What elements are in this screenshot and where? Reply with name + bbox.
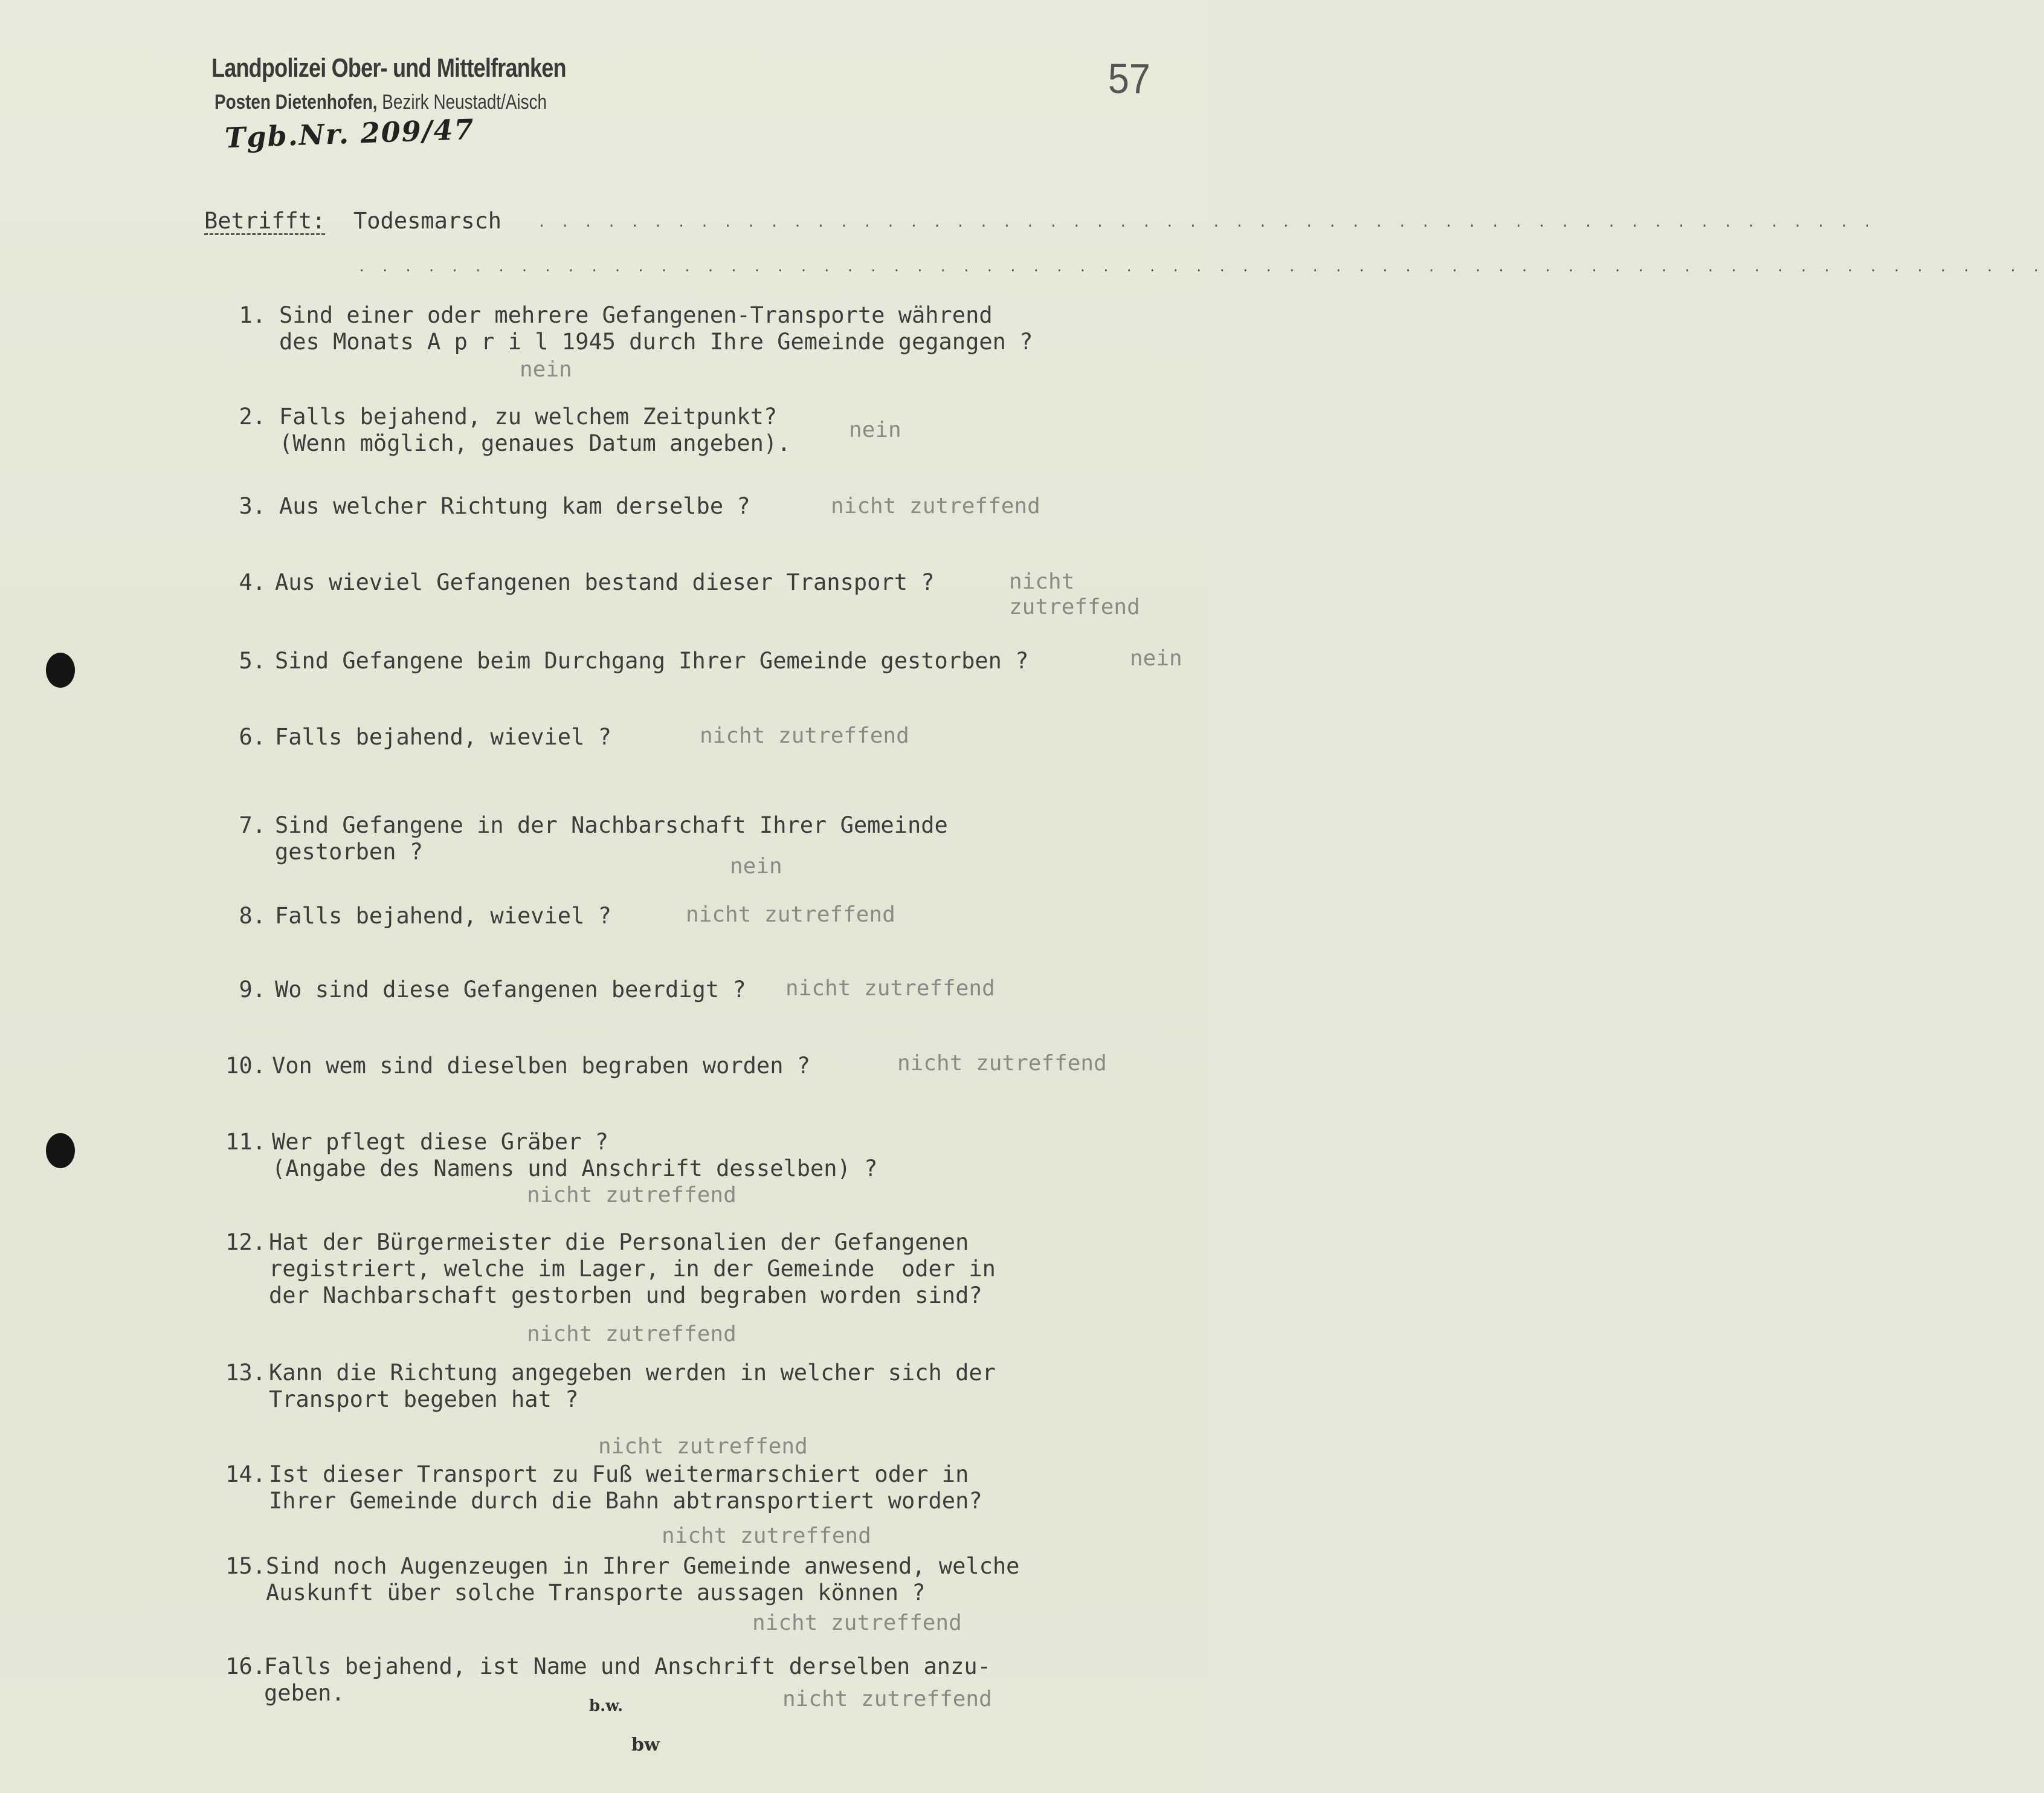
question-number: 5. <box>239 648 266 674</box>
question-line: Hat der Bürgermeister die Personalien der Gefangenen <box>269 1229 969 1255</box>
question-number: 9. <box>239 977 266 1003</box>
question-line: Falls bejahend, wieviel ? <box>275 724 611 750</box>
question-line: (Wenn möglich, genaues Datum angeben). <box>279 430 791 456</box>
answer: nicht zutreffend <box>785 976 995 1001</box>
answer: nicht zutreffend <box>700 723 909 748</box>
question-line: Aus welcher Richtung kam derselbe ? <box>279 493 750 519</box>
question-number: 10. <box>225 1053 266 1079</box>
handwritten-reference: Tgb.Nr. 209/47 <box>224 112 476 155</box>
question-line: (Angabe des Namens und Anschrift desselben) ? <box>272 1155 878 1181</box>
handwritten-initials: b.w. <box>589 1697 624 1715</box>
subject-value: Todesmarsch <box>353 208 502 234</box>
post-name: Posten Dietenhofen, <box>214 91 378 114</box>
punch-hole <box>46 1133 75 1168</box>
question-line: Kann die Richtung angegeben werden in welcher sich der <box>269 1360 996 1386</box>
question-number: 12. <box>225 1229 266 1255</box>
dotted-line: · · · · · · · · · · · · · · · · · · · · · · · · · · · · · · · · · · · · · · · · · · · · · · · · · · · · · · · · · · <box>538 219 1875 234</box>
question-line: geben. <box>264 1680 345 1706</box>
answer: nicht zutreffend <box>782 1687 992 1711</box>
question-number: 11. <box>225 1129 266 1155</box>
question-line: Sind Gefangene beim Durchgang Ihrer Gemeinde gestorben ? <box>275 648 1029 674</box>
answer: nicht zutreffend <box>527 1183 737 1207</box>
answer: nicht zutreffend <box>831 494 1040 519</box>
dotted-line: · · · · · · · · · · · · · · · · · · · · · · · · · · · · · · · · · · · · · · · · · · · · · · · · · · · · · · · · · · · · · · · · · · · · · · · · · <box>358 263 2044 279</box>
handwritten-initials: bw <box>631 1734 660 1756</box>
question-number: 6. <box>239 724 266 750</box>
answer: nicht zutreffend <box>527 1322 737 1346</box>
answer: nicht zutreffend <box>598 1434 808 1459</box>
answer: nein <box>849 418 901 442</box>
page-number: 57 <box>1107 55 1150 102</box>
answer: nicht zutreffend <box>686 902 895 927</box>
question-number: 16. <box>225 1653 266 1679</box>
question-number: 7. <box>239 812 266 838</box>
question-line: Ist dieser Transport zu Fuß weitermarschiert oder in <box>269 1461 969 1487</box>
question-number: 3. <box>239 493 266 519</box>
answer: nicht zutreffend <box>662 1523 871 1548</box>
question-line: gestorben ? <box>275 839 424 865</box>
answer: nicht zutreffend <box>752 1610 962 1635</box>
question-number: 8. <box>239 903 266 929</box>
answer: nein <box>730 854 782 879</box>
question-line: registriert, welche im Lager, in der Gemeinde oder in <box>269 1256 996 1282</box>
question-line: Falls bejahend, zu welchem Zeitpunkt? <box>279 404 778 430</box>
question-line: Sind einer oder mehrere Gefangenen-Transporte während <box>279 302 993 328</box>
question-line: Wer pflegt diese Gräber ? <box>272 1129 608 1155</box>
police-stamp-line1: Landpolizei Ober- und Mittelfranken <box>211 53 566 83</box>
answer: nein <box>1130 646 1182 671</box>
question-line: Ihrer Gemeinde durch die Bahn abtransportiert worden? <box>269 1488 982 1514</box>
question-number: 4. <box>239 569 266 595</box>
question-number: 2. <box>239 404 266 430</box>
question-number: 13. <box>225 1360 266 1386</box>
answer: nein <box>520 357 572 382</box>
question-number: 14. <box>225 1461 266 1487</box>
question-line: des Monats A p r i l 1945 durch Ihre Gemeinde gegangen ? <box>279 329 1033 355</box>
question-line: Aus wieviel Gefangenen bestand dieser Transport ? <box>275 569 935 595</box>
question-line: Sind Gefangene in der Nachbarschaft Ihrer Gemeinde <box>275 812 948 838</box>
question-line: Falls bejahend, ist Name und Anschrift derselben anzu- <box>264 1653 991 1679</box>
punch-hole <box>46 653 75 688</box>
answer: nicht zutreffend <box>1009 569 1140 619</box>
police-stamp-line2 <box>214 91 547 114</box>
question-number: 15. <box>225 1553 266 1579</box>
question-line: Wo sind diese Gefangenen beerdigt ? <box>275 977 746 1003</box>
question-line: Sind noch Augenzeugen in Ihrer Gemeinde anwesend, welche <box>266 1553 1020 1579</box>
subject-label: Betrifft: <box>204 208 326 234</box>
district-name: Bezirk Neustadt/Aisch <box>377 91 547 114</box>
question-number: 1. <box>239 302 266 328</box>
question-line: Auskunft über solche Transporte aussagen können ? <box>266 1580 926 1606</box>
question-line: Von wem sind dieselben begraben worden ? <box>272 1053 811 1079</box>
question-line: Falls bejahend, wieviel ? <box>275 903 611 929</box>
question-line: der Nachbarschaft gestorben und begraben worden sind? <box>269 1282 982 1308</box>
answer: nicht zutreffend <box>897 1051 1107 1076</box>
question-line: Transport begeben hat ? <box>269 1386 579 1412</box>
